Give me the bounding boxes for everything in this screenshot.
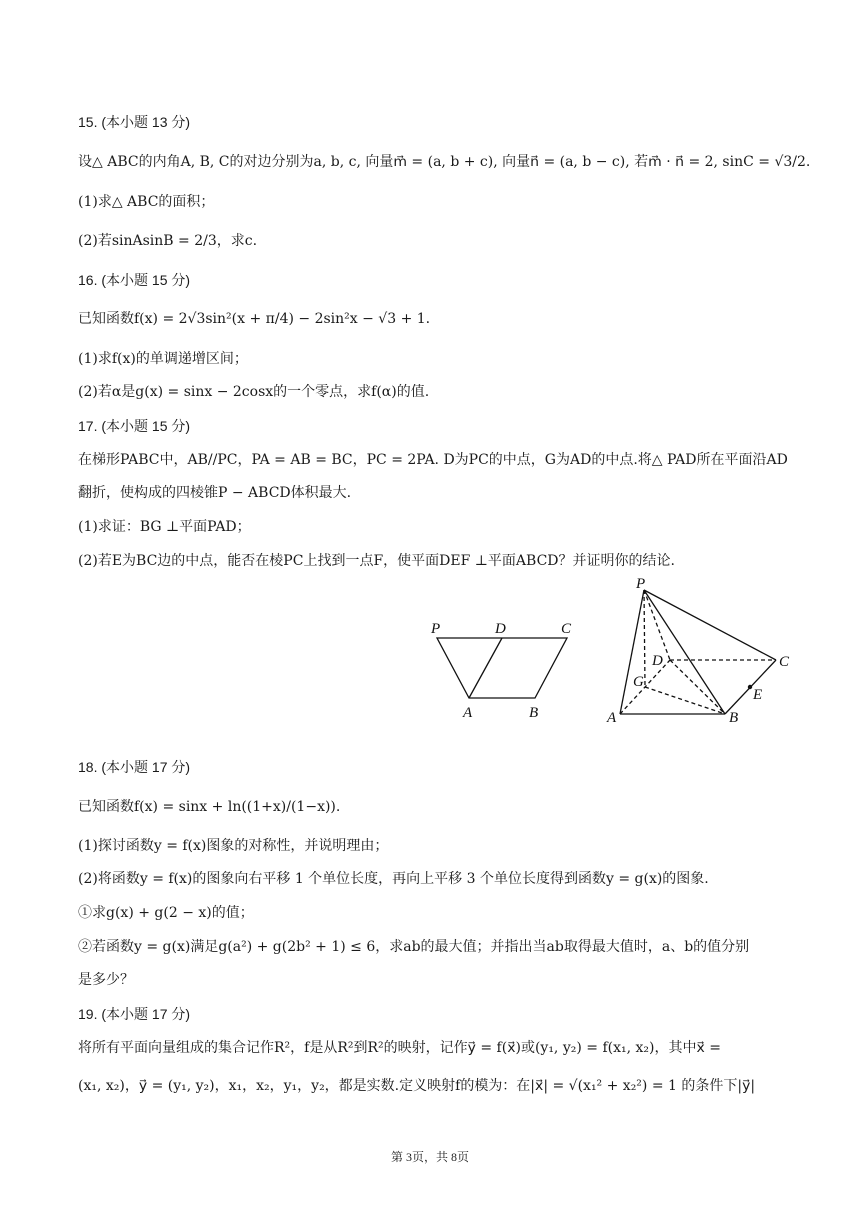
q16-header: 16. (本小题 15 分)	[78, 272, 191, 288]
q18-sub2-line2: 是多少？	[78, 972, 134, 988]
q19-header: 19. (本小题 17 分)	[78, 1006, 191, 1022]
edge-pa	[620, 590, 644, 714]
q15-stem: 设△ ABC的内角A, B, C的对边分别为a, b, c, 向量m⃗ = (a, b + c), 向量n⃗ = (a, b − c), 若m⃗ · n⃗ = 2, sinC = √3/2.	[78, 154, 811, 170]
q16-part2: (2)若α是g(x) = sinx − 2cosx的一个零点，求f(α)的值.	[78, 384, 430, 400]
pyr-label-b: B	[729, 710, 739, 726]
q17-header: 17. (本小题 15 分)	[78, 418, 191, 434]
q17-figures	[0, 570, 860, 730]
trapezoid-outline	[437, 638, 567, 698]
edge-pc	[644, 590, 776, 660]
pyr-label-e: E	[753, 687, 763, 703]
trapezoid-figure	[437, 638, 567, 698]
trap-label-d: D	[495, 621, 506, 637]
q16-stem: 已知函数f(x) = 2√3sin²(x + π/4) − 2sin²x − √3 + 1.	[78, 311, 431, 327]
q18-sub2-line1: ②若函数y = g(x)满足g(a²) + g(2b² + 1) ≤ 6，求ab的最大值；并指出当ab取得最大值时，a、b的值分别	[78, 939, 750, 955]
q18-header: 18. (本小题 17 分)	[78, 759, 191, 775]
pyr-label-p: P	[636, 576, 646, 592]
trap-label-b: B	[529, 705, 539, 721]
trap-label-a: A	[463, 705, 473, 721]
pyr-label-c: C	[779, 654, 790, 670]
q19-stem-line1: 将所有平面向量组成的集合记作R²，f是从R²到R²的映射，记作y⃗ = f(x⃗)或(y₁, y₂) = f(x₁, x₂)，其中x⃗ =	[78, 1040, 721, 1056]
q18-stem: 已知函数f(x) = sinx + ln((1+x)/(1−x)).	[78, 799, 341, 815]
trap-label-p: P	[431, 621, 441, 637]
edge-gb-hidden	[645, 687, 725, 714]
edge-pg-hidden	[644, 590, 645, 687]
q16-part1: (1)求f(x)的单调递增区间；	[78, 351, 248, 367]
trapezoid-segment-ad	[469, 638, 502, 698]
q17-part2: (2)若E为BC边的中点，能否在棱PC上找到一点F，使平面DEF ⊥平面ABCD？并证明你的结论.	[78, 553, 675, 569]
edge-pb	[644, 590, 725, 714]
q17-stem-line1: 在梯形PABC中，AB//PC，PA = AB = BC，PC = 2PA. D为PC的中点，G为AD的中点.将△ PAD所在平面沿AD	[78, 452, 788, 468]
q18-part1: (1)探讨函数y = f(x)图象的对称性，并说明理由；	[78, 838, 389, 854]
q15-part2: (2)若sinAsinB = 2/3，求c.	[78, 233, 258, 249]
q15-part1: (1)求△ ABC的面积；	[78, 194, 215, 210]
q18-sub1: ①求g(x) + g(2 − x)的值；	[78, 905, 254, 921]
q17-stem-line2: 翻折，使构成的四棱锥P − ABCD体积最大.	[78, 485, 352, 501]
trap-label-c: C	[561, 621, 572, 637]
q18-part2: (2)将函数y = f(x)的图象向右平移 1 个单位长度，再向上平移 3 个单位长度得到函数y = g(x)的图象.	[78, 871, 709, 887]
q15-header: 15. (本小题 13 分)	[78, 114, 191, 130]
q17-part1: (1)求证：BG ⊥平面PAD；	[78, 519, 251, 535]
q19-stem-line2: (x₁, x₂)，y⃗ = (y₁, y₂)，x₁，x₂，y₁，y₂，都是实数.定义映射f的模为：在|x⃗| = √(x₁² + x₂²) = 1 的条件下|y⃗|	[78, 1078, 756, 1094]
pyr-label-a: A	[607, 710, 617, 726]
pyr-label-d: D	[652, 653, 663, 669]
point-e	[748, 685, 752, 689]
edge-db-hidden	[670, 660, 725, 714]
page-footer: 第 3页，共 8页	[390, 1150, 469, 1164]
pyr-label-g: G	[633, 674, 644, 690]
